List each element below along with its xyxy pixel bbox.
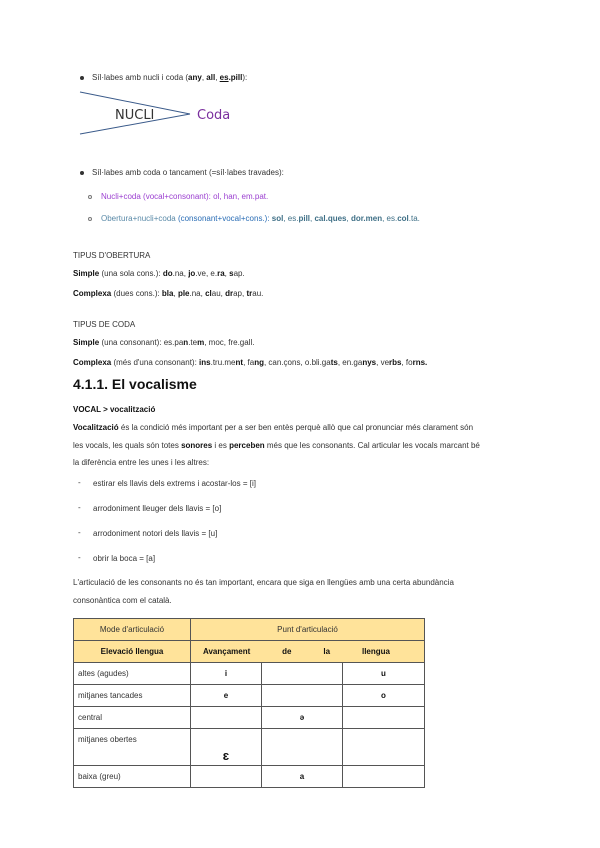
table-row bbox=[74, 766, 425, 788]
row-label: baixa (greu) bbox=[74, 766, 191, 788]
header-cell: Avançament de la llengua bbox=[191, 641, 425, 663]
table-row bbox=[74, 685, 425, 707]
sub-bullet-icon bbox=[88, 217, 92, 221]
list-item: obrir la boca = [a] bbox=[93, 554, 156, 563]
table-cell: ə bbox=[262, 707, 343, 729]
onset-simple: Simple (una sola cons.): do.na, jo.ve, e.ra, sap. bbox=[73, 269, 245, 278]
row-label: mitjanes tancades bbox=[74, 685, 191, 707]
coda-types-title: TIPUS DE CODA bbox=[73, 320, 136, 329]
sub-nucleus-coda: Nucli+coda (vocal+consonant): ol, han, em.pat. bbox=[101, 192, 269, 201]
dash-icon: - bbox=[78, 553, 81, 562]
table-cell: e bbox=[191, 685, 262, 707]
table-cell bbox=[262, 729, 343, 766]
list-item: arrodoniment lleuger dels llavis = [o] bbox=[93, 504, 222, 513]
table-header-row bbox=[74, 619, 425, 641]
table-cell: i bbox=[191, 663, 262, 685]
table-row bbox=[74, 707, 425, 729]
dash-icon: - bbox=[78, 528, 81, 537]
dash-icon: - bbox=[78, 478, 81, 487]
list-item: estirar els llavis dels extrems i acostar-los = [i] bbox=[93, 479, 256, 488]
table-cell bbox=[343, 766, 425, 788]
row-label: altes (agudes) bbox=[74, 663, 191, 685]
list-item: arrodoniment notori dels llavis = [u] bbox=[93, 529, 218, 538]
bullet-syllables-nucleus-coda: Síl·labes amb nucli i coda (any, all, es.pill): bbox=[92, 73, 248, 82]
row-label: mitjanes obertes bbox=[74, 729, 191, 766]
dash-icon: - bbox=[78, 503, 81, 512]
table-cell bbox=[262, 663, 343, 685]
bullet-icon bbox=[80, 171, 84, 175]
table-cell bbox=[343, 729, 425, 766]
table-cell: ɛ bbox=[191, 729, 262, 766]
sub-bullet-icon bbox=[88, 195, 92, 199]
nucleus-label: NUCLI bbox=[115, 108, 155, 123]
bullet-closed-syllables: Síl·labes amb coda o tancament (=síl·labes travades): bbox=[92, 168, 284, 177]
header-cell: Punt d'articulació bbox=[191, 619, 425, 641]
onset-types-title: TIPUS D'OBERTURA bbox=[73, 251, 151, 260]
row-label: central bbox=[74, 707, 191, 729]
coda-simple: Simple (una consonant): es.pan.tem, moc, fre.gall. bbox=[73, 338, 255, 347]
table-cell bbox=[262, 685, 343, 707]
table-cell bbox=[343, 707, 425, 729]
table-row bbox=[74, 729, 425, 766]
subheading: VOCAL > vocalització bbox=[73, 405, 156, 414]
nucleus-coda-diagram bbox=[78, 88, 258, 136]
coda-label: Coda bbox=[197, 108, 231, 123]
vowel-table bbox=[73, 618, 425, 788]
table-cell: u bbox=[343, 663, 425, 685]
onset-complex: Complexa (dues cons.): bla, ple.na, clau, drap, trau. bbox=[73, 289, 264, 298]
bullet-icon bbox=[80, 76, 84, 80]
table-cell: a bbox=[262, 766, 343, 788]
table-cell bbox=[191, 766, 262, 788]
table-row bbox=[74, 663, 425, 685]
coda-complex: Complexa (més d'una consonant): ins.tru.ment, fang, can.çons, o.bli.gats, en.ganys, verbs, forns. bbox=[73, 358, 428, 367]
sub-onset-nucleus-coda: Obertura+nucli+coda (consonant+vocal+cons.): sol, es.pill, cal.ques, dor.men, es.col.ta. bbox=[101, 214, 420, 223]
vocalization-paragraph: Vocalització és la condició més important per a ser ben entès perquè allò que cal pronunciar més clarament són les vocals, les quals són totes sonores i es perceben més que les consonants. Cal articular les vocals marcant bé la diferència entre les unes i les altres: bbox=[73, 423, 480, 467]
consonant-note: L'articulació de les consonants no és tan important, encara que siga en llengües amb una certa abundància consonàntica com el català. bbox=[73, 578, 454, 605]
header-cell: Mode d'articulació bbox=[74, 619, 191, 641]
table-header-row bbox=[74, 641, 425, 663]
table-cell: o bbox=[343, 685, 425, 707]
table-cell bbox=[191, 707, 262, 729]
header-cell: Elevació llengua bbox=[74, 641, 191, 663]
section-heading: 4.1.1. El vocalisme bbox=[73, 376, 197, 392]
